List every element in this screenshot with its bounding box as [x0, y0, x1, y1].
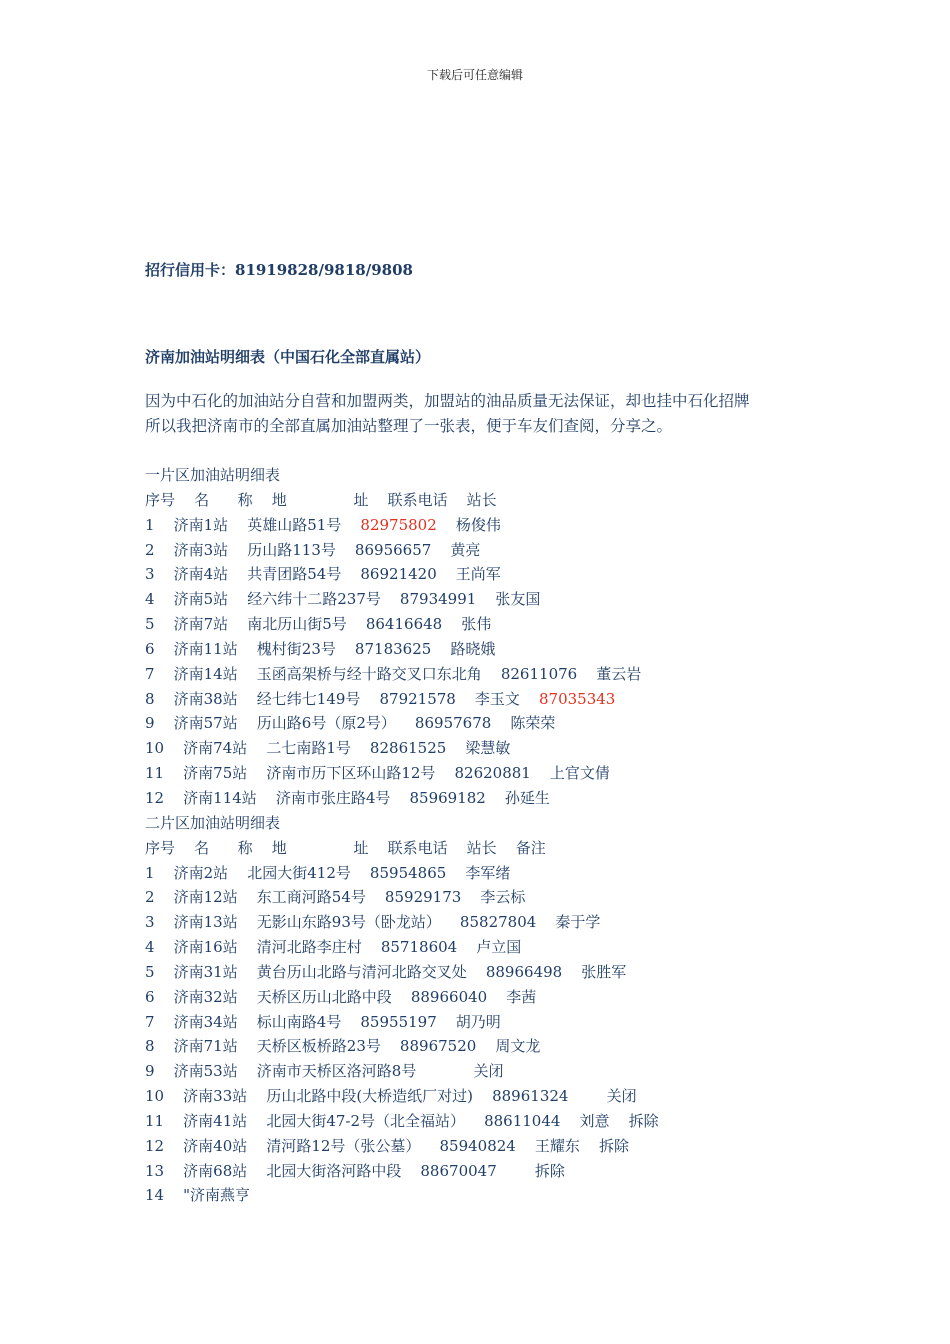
- row-text: 10 济南74站 二七南路1号 82861525 梁慧敏: [145, 739, 511, 758]
- table-row: 11 济南41站 北园大街47-2号（北全福站） 88611044 刘意 拆除: [145, 1111, 659, 1130]
- table-row: 12 济南40站 清河路12号（张公墓） 85940824 王耀东 拆除: [145, 1136, 629, 1155]
- table-row: [145, 662, 845, 687]
- district2-header: 序号 名 称 地 址 联系电话 站长 备注: [145, 838, 546, 857]
- table-row: [145, 711, 845, 736]
- row-text: 12 济南114站 济南市张庄路4号 85969182 孙延生: [145, 788, 550, 807]
- row-text: 7 济南14站 玉函高架桥与经十路交叉口东北角 82611076 董云岩: [145, 664, 642, 683]
- credit-card-line: 招行信用卡：81919828/9818/9808: [145, 261, 413, 279]
- row-text: 1 济南1站 英雄山路51号: [145, 515, 361, 534]
- header-note: 下载后可任意编辑: [426, 68, 523, 82]
- table-row: 6 济南32站 天桥区历山北路中段 88966040 李茜: [145, 987, 537, 1006]
- table-row: 14 "济南燕亨: [145, 1186, 251, 1205]
- station-list: [145, 463, 845, 1208]
- table-row: [145, 761, 845, 786]
- district1-title: 一片区加油站明细表: [145, 466, 281, 484]
- table-row: 9 济南53站 济南市天桥区洛河路8号 关闭: [145, 1062, 504, 1081]
- row-text: 11 济南75站 济南市历下区环山路12号 82620881 上官文倩: [145, 764, 610, 783]
- table-row: [145, 687, 845, 712]
- table-row: 1 济南2站 北园大街412号 85954865 李军绪: [145, 863, 511, 882]
- row-text: 4 济南5站 经六纬十二路237号 87934991 张友国: [145, 590, 541, 609]
- row-text: 6 济南11站 槐村街23号 87183625 路晓娥: [145, 639, 496, 658]
- highlighted-phone: 87035343: [538, 689, 616, 708]
- highlighted-phone: 82975802: [360, 515, 437, 534]
- table-row: 3 济南13站 无影山东路93号（卧龙站） 85827804 秦于学: [145, 913, 601, 932]
- table-row: [145, 513, 845, 538]
- row-text: 3 济南4站 共青团路54号 86921420 王尚军: [145, 565, 501, 584]
- intro-paragraph: [145, 389, 825, 439]
- intro-line: 因为中石化的加油站分自营和加盟两类，加盟站的油品质量无法保证，却也挂中石化招牌: [145, 392, 750, 410]
- table-row: 13 济南68站 北园大街洛河路中段 88670047 拆除: [145, 1161, 565, 1180]
- row-text: 8 济南38站 经七纬七149号 87921578 李玉文: [145, 689, 539, 708]
- table-row: 2 济南12站 东工商河路54号 85929173 李云标: [145, 888, 526, 907]
- table-row: [145, 637, 845, 662]
- table-row: 8 济南71站 天桥区板桥路23号 88967520 周文龙: [145, 1037, 541, 1056]
- table-row: [145, 538, 845, 563]
- table-row: [145, 562, 845, 587]
- row-text: 2 济南3站 历山路113号 86956657 黄亮: [145, 540, 481, 559]
- district2-title: 二片区加油站明细表: [145, 813, 281, 832]
- table-row: [145, 736, 845, 761]
- table-row: 7 济南34站 标山南路4号 85955197 胡乃明: [145, 1012, 501, 1031]
- district2-rows: [145, 861, 845, 1209]
- table-row: [145, 612, 845, 637]
- table-row: 5 济南31站 黄台历山北路与清河北路交叉处 88966498 张胜军: [145, 962, 627, 981]
- document-title: 济南加油站明细表（中国石化全部直属站）: [145, 348, 431, 366]
- intro-line: 所以我把济南市的全部直属加油站整理了一张表，便于车友们查阅，分享之。: [145, 417, 673, 435]
- table-row: [145, 587, 845, 612]
- district1-header: 序号 名 称 地 址 联系电话 站长: [145, 490, 497, 509]
- table-row: 4 济南16站 清河北路李庄村 85718604 卢立国: [145, 938, 522, 957]
- district1-rows: [145, 513, 845, 811]
- row-text: 杨俊伟: [436, 515, 501, 534]
- row-text: 9 济南57站 历山路6号（原2号） 86957678 陈荣荣: [145, 714, 556, 733]
- row-text: 5 济南7站 南北历山街5号 86416648 张伟: [145, 615, 492, 634]
- table-row: 10 济南33站 历山北路中段(大桥造纸厂对过) 88961324 关闭: [145, 1087, 637, 1106]
- table-row: [145, 786, 845, 811]
